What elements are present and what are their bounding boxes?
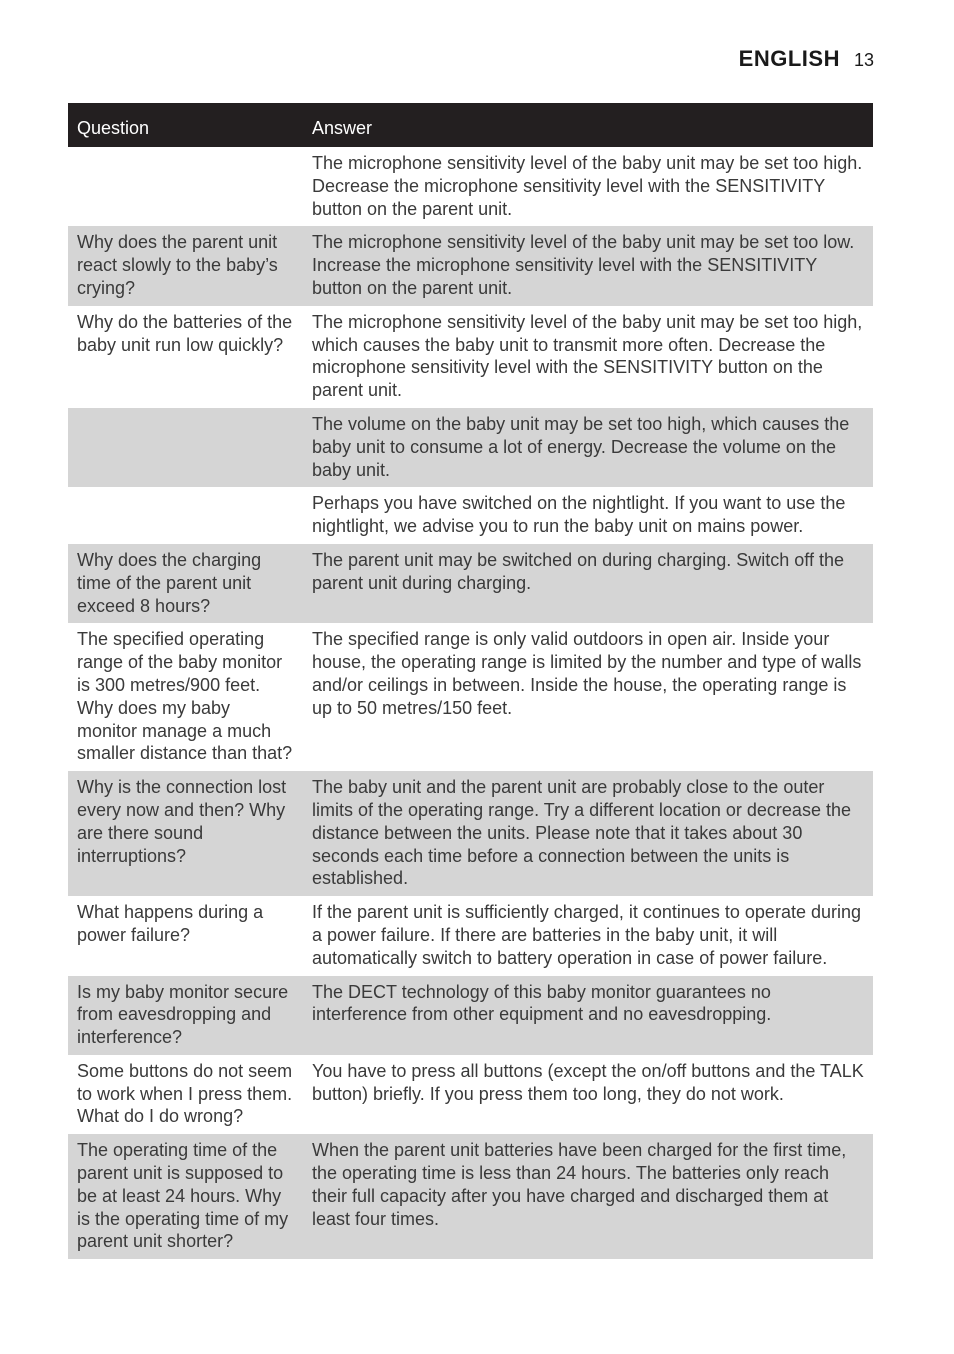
page-header	[739, 46, 874, 72]
table-row	[68, 771, 873, 896]
page-number: 13	[853, 50, 874, 70]
question-cell: Why is the connection lost every now and then? Why are there sound interruptions?	[77, 777, 287, 866]
table-row	[68, 226, 873, 305]
question-cell: Why do the batteries of the baby unit run low quickly?	[77, 311, 293, 355]
question-cell: Why does the charging time of the parent unit exceed 8 hours?	[77, 549, 262, 616]
question-cell	[68, 408, 303, 487]
table-row	[68, 623, 873, 771]
question-cell: What happens during a power failure?	[77, 902, 264, 945]
table-row	[68, 896, 873, 975]
answer-cell: The DECT technology of this baby monitor guarantees no interference from other equipment and no eavesdropping.	[312, 981, 772, 1025]
answer-cell: Perhaps you have switched on the nightlight. If you want to use the nightlight, we advise you to run the baby unit on mains power.	[312, 493, 846, 537]
answer-cell: The microphone sensitivity level of the baby unit may be set too high, which causes the baby unit to transmit more often. Decrease the microphone sensitivity level with the SENSITIVITY button on the parent unit.	[312, 311, 863, 401]
question-cell: Some buttons do not seem to work when I press them. What do I do wrong?	[77, 1060, 293, 1127]
question-cell	[68, 147, 303, 226]
table-header	[68, 103, 873, 147]
answer-cell: The baby unit and the parent unit are probably close to the outer limits of the operating range. Try a different location or decrease the distance between the units. Please note that it takes about 30 seconds each time before a connection between the units is established.	[312, 777, 851, 889]
table-row	[68, 147, 873, 226]
question-cell: The operating time of the parent unit is supposed to be at least 24 hours. Why is the operating time of my parent unit shorter?	[77, 1140, 289, 1252]
answer-cell: The specified range is only valid outdoors in open air. Inside your house, the operating range is limited by the number and type of walls and/or ceilings in between. Inside the house, the operating range is up to 50 metres/150 feet.	[312, 629, 862, 718]
answer-cell: If the parent unit is sufficiently charged, it continues to operate during a power failure. If there are batteries in the baby unit, it will automatically switch to battery operation in case of power failure.	[312, 902, 861, 968]
answer-cell: The volume on the baby unit may be set too high, which causes the baby unit to consume a lot of energy. Decrease the volume on the baby unit.	[312, 413, 850, 480]
question-cell	[68, 487, 303, 544]
question-cell: Why does the parent unit react slowly to the baby’s crying?	[77, 232, 278, 298]
table-row	[68, 976, 873, 1055]
table-row	[68, 1055, 873, 1134]
table-row	[68, 1134, 873, 1259]
answer-cell: The parent unit may be switched on during charging. Switch off the parent unit during charging.	[312, 549, 844, 593]
answer-cell: The microphone sensitivity level of the baby unit may be set too high. Decrease the microphone sensitivity level with the SENSITIVITY button on the parent unit.	[312, 153, 863, 219]
answer-cell: You have to press all buttons (except the on/off buttons and the TALK button) briefly. If you press them too long, they do not work.	[312, 1060, 864, 1104]
column-header-answer: Answer	[312, 118, 373, 138]
language-label: ENGLISH	[738, 46, 840, 71]
table-row	[68, 408, 873, 487]
answer-cell: The microphone sensitivity level of the baby unit may be set too low. Increase the microphone sensitivity level with the SENSITIVITY button on the parent unit.	[312, 232, 855, 298]
troubleshooting-table	[68, 103, 873, 1259]
table-row	[68, 487, 873, 544]
table-row	[68, 306, 873, 408]
table-row	[68, 544, 873, 623]
answer-cell: When the parent unit batteries have been charged for the first time, the operating time is less than 24 hours. The batteries only reach their full capacity after you have charged and discharged them at least four times.	[312, 1140, 847, 1229]
question-cell: The specified operating range of the baby monitor is 300 metres/900 feet. Why does my baby monitor manage a much smaller distance than that?	[77, 629, 293, 764]
question-cell: Is my baby monitor secure from eavesdropping and interference?	[77, 981, 289, 1048]
column-header-question: Question	[77, 118, 150, 138]
